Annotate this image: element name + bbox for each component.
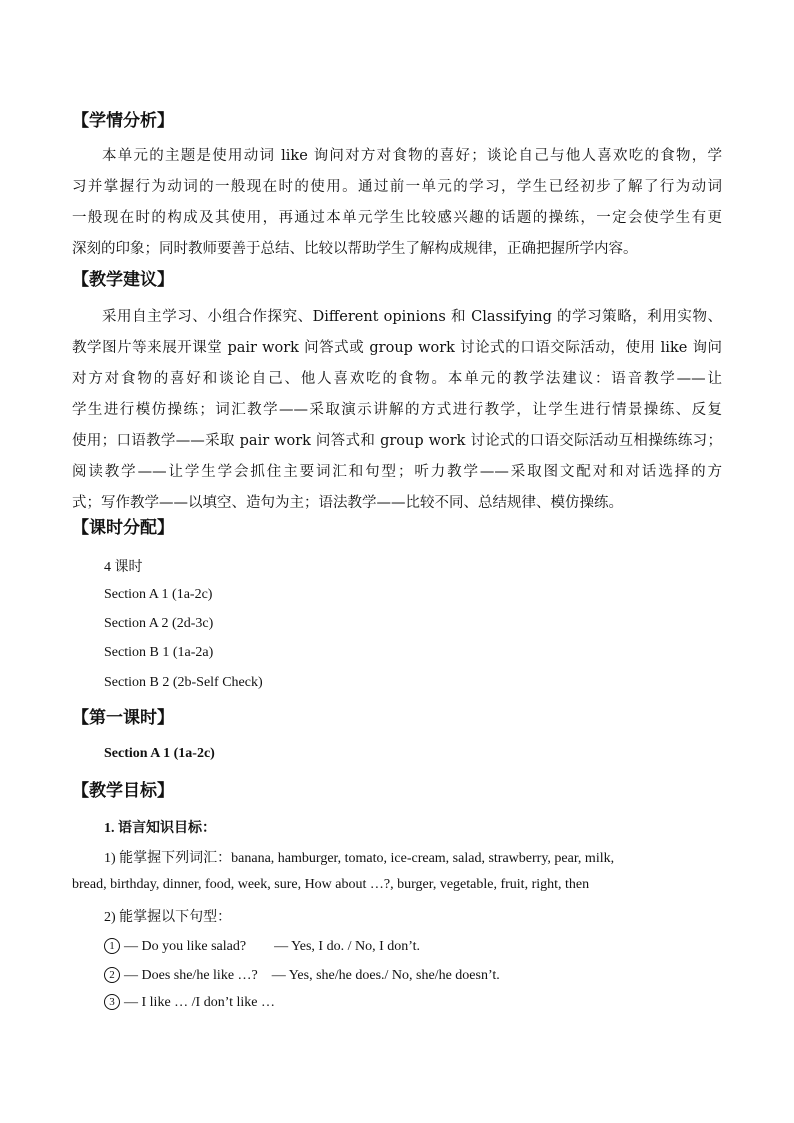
sentence-pattern-item [104,964,500,984]
allocation-item: Section B 1 (1a-2a) [104,645,214,660]
paragraph-line: 阅读教学——让学生学会抓住主要词汇和句型；听力教学——采取图文配对和对话选择的方 [72,464,722,480]
paragraph-line: 学生进行模仿操练；词汇教学——采取演示讲解的方式进行教学，让学生进行情景操练、反复 [72,402,722,418]
vocabulary-line-1: 1) 能掌握下列词汇：banana, hamburger, tomato, ice-cream, salad, strawberry, pear, milk, [104,851,615,866]
allocation-item: Section A 1 (1a-2c) [104,587,213,602]
paragraph-line: 式；写作教学——以填空、造句为主；语法教学——比较不同、总结规律、模仿操练。 [72,495,623,511]
sentence-pattern-item [104,935,420,955]
paragraph-line: 采用自主学习、小组合作探究、Different opinions 和 Classifying 的学习策略，利用实物、 [102,309,722,325]
circled-number: 2 [104,967,120,983]
paragraph-line: 深刻的印象；同时教师要善于总结、比较以帮助学生了解构成规律，正确把握所学内容。 [72,241,638,257]
vocabulary-line-2: bread, birthday, dinner, food, week, sure, How about …?, burger, vegetable, fruit, right, then [72,877,590,892]
objective-point-1: 1. 语言知识目标： [104,821,216,836]
sentence-patterns-intro: 2) 能掌握以下句型： [104,910,232,925]
allocation-item: 4 课时 [104,560,143,575]
paragraph-line: 教学图片等来展开课堂 pair work 问答式或 group work 讨论式的口语交际活动，使用 like 询问 [72,340,722,356]
heading-lesson-allocation: 【课时分配】 [72,518,174,538]
paragraph-student-analysis [72,141,722,265]
pattern-text: — Does she/he like …? — Yes, she/he does./ No, she/he doesn’t. [124,968,500,983]
heading-first-lesson: 【第一课时】 [72,708,174,728]
sentence-pattern-item [104,994,275,1011]
circled-number: 1 [104,938,120,954]
paragraph-line: 一般现在时的构成及其使用，再通过本单元学生比较感兴趣的话题的操练，一定会使学生有更 [72,210,722,226]
heading-student-analysis: 【学情分析】 [72,111,174,131]
paragraph-line: 本单元的主题是使用动词 like 询问对方对食物的喜好；谈论自己与他人喜欢吃的食物，学 [102,148,722,164]
pattern-text: — I like … /I don’t like … [124,995,275,1010]
allocation-item: Section B 2 (2b-Self Check) [104,675,263,690]
allocation-item: Section A 2 (2d-3c) [104,616,214,631]
circled-number: 3 [104,994,120,1010]
pattern-text: — Do you like salad? — Yes, I do. / No, I don’t. [124,939,421,954]
paragraph-line: 对方对食物的喜好和谈论自己、他人喜欢吃的食物。本单元的教学法建议：语音教学——让 [72,371,722,387]
heading-teaching-objectives: 【教学目标】 [72,781,174,801]
first-lesson-subtitle: Section A 1 (1a-2c) [104,746,215,761]
paragraph-line: 习并掌握行为动词的一般现在时的使用。通过前一单元的学习，学生已经初步了解了行为动词 [72,179,722,195]
paragraph-teaching-suggestions [72,302,722,519]
paragraph-line: 使用；口语教学——采取 pair work 问答式和 group work 讨论式的口语交际活动互相操练练习； [72,433,722,449]
heading-teaching-suggestions: 【教学建议】 [72,270,174,290]
